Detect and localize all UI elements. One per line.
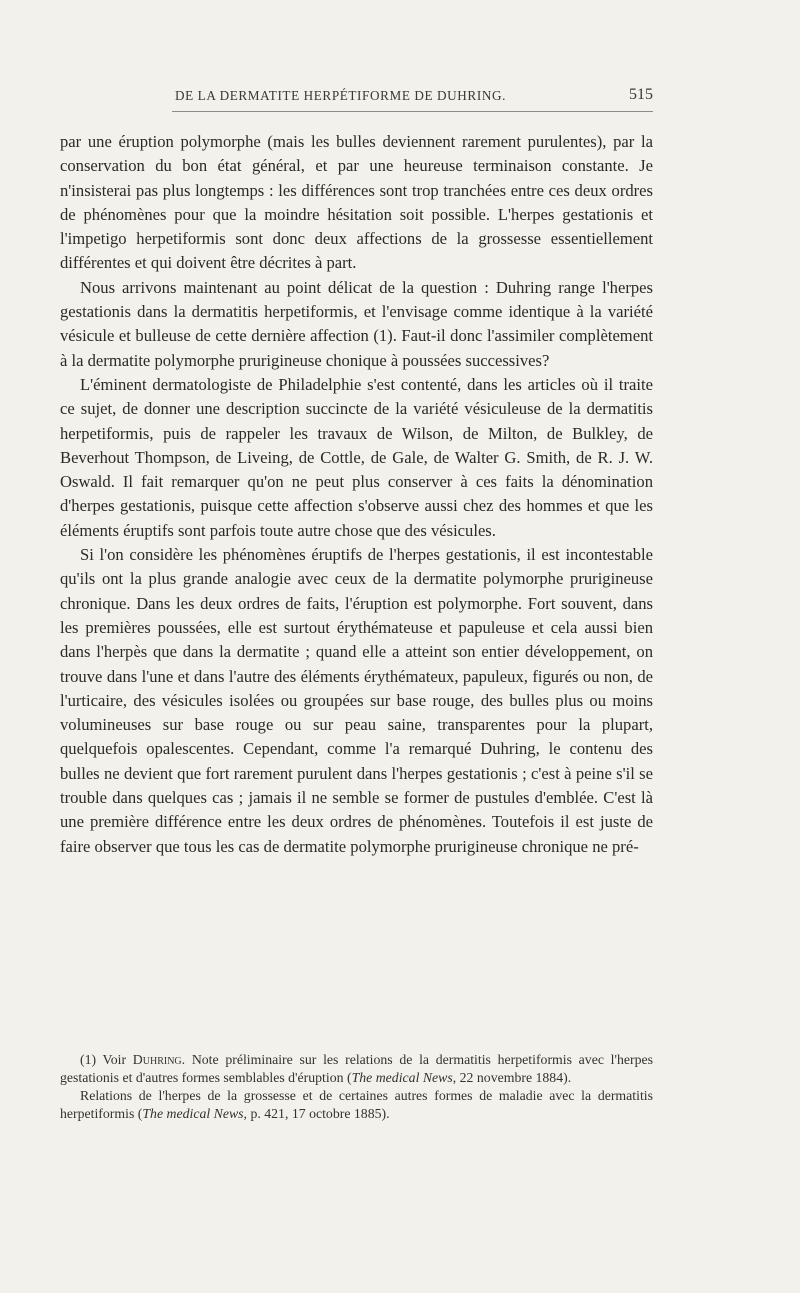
footnote-1-date: , 22 novembre 1884). [452,1070,572,1085]
footnote-1-journal: The medical News [351,1070,453,1085]
body-text [60,130,653,859]
footnote-2-journal: The medical News [142,1106,244,1121]
footnote-2-text: Relations de l'herpes de la grossesse et de certaines autres formes de maladie avec la dermatitis herpetiformis ( [60,1088,653,1121]
page-number: 515 [629,86,653,103]
footnote-1-marker: (1) Voir [80,1052,127,1067]
paragraph-3: L'éminent dermatologiste de Philadelphie s'est contenté, dans les articles où il traite ce sujet, de donner une description succincte de la variété vésiculeuse de la dermatitis herpetiformis, puis de rappeler les travaux de Wilson, de Milton, de Bulkley, de Beverhout Thompson, de Liveing, de Cottle, de Gale, de Walter G. Smith, de R. J. W. Oswald. Il fait remarquer qu'on ne peut plus conserver à ces faits la dénomination d'herpes gestationis, puisque cette affection s'observe aussi chez des hommes et que les éléments éruptifs sont parfois toute autre chose que des vésicules. [60,374,653,540]
running-head: DE LA DERMATITE HERPÉTIFORME DE DUHRING. [175,88,506,103]
page-header [175,86,653,110]
header-rule [172,111,653,112]
footnotes [60,1051,653,1123]
footnote-1-author: Duhring [132,1052,182,1067]
footnote-2 [60,1087,653,1123]
paragraph-4: Si l'on considère les phénomènes éruptifs de l'herpes gestationis, il est incontestable qu'ils ont la plus grande analogie avec ceux de la dermatite polymorphe prurigineuse chronique. Dans les deux ordres de faits, l'éruption est polymorphe. Fort souvent, dans les premières poussées, elle est surtout érythémateuse et papuleuse et cela aussi bien dans l'herpès que dans la dermatite ; quand elle a atteint son entier développement, on trouve dans l'une et dans l'autre des éléments érythémateux, papuleux, figurés ou non, de l'urticaire, des vésicules isolées ou groupées sur base rouge, des bulles plus ou moins volumineuses sur base rouge ou sur peau saine, transparentes pour la plupart, quelquefois opalescentes. Cependant, comme l'a remarqué Duhring, le contenu des bulles ne devient que fort rarement purulent dans l'herpes gestationis ; c'est à peine s'il se trouble dans quelques cas ; jamais il ne semble se former de pustules d'emblée. C'est là une première différence entre les deux ordres de phénomènes. Toutefois il est juste de faire observer que tous les cas de dermatite polymorphe prurigineuse chronique ne pré- [60,545,653,856]
paragraph-1: par une éruption polymorphe (mais les bulles deviennent rarement purulentes), par la conservation du bon état général, et par une heureuse terminaison constante. Je n'insisterai pas plus longtemps : les différences sont trop tranchées entre ces deux ordres de phénomènes pour que la moindre hésitation soit possible. L'herpes gestationis et l'impetigo herpetiformis sont donc deux affections de la grossesse essentiellement différentes et qui doivent être décrites à part. [60,132,653,273]
footnote-2-date: , p. 421, 17 octobre 1885). [243,1106,390,1121]
footnote-1 [60,1051,653,1087]
paragraph-2: Nous arrivons maintenant au point délicat de la question : Duhring range l'herpes gestationis dans la dermatitis herpetiformis, et l'envisage comme identique à la variété vésicule et bulleuse de cette dernière affection (1). Faut-il donc l'assimiler complètement à la dermatite polymorphe prurigineuse chonique à poussées successives? [60,277,653,370]
footnote-1-text: . Note préliminaire sur les relations de la dermatitis herpetiformis avec l'herpes gestationis et d'autres formes semblables d'éruption ( [60,1052,653,1085]
